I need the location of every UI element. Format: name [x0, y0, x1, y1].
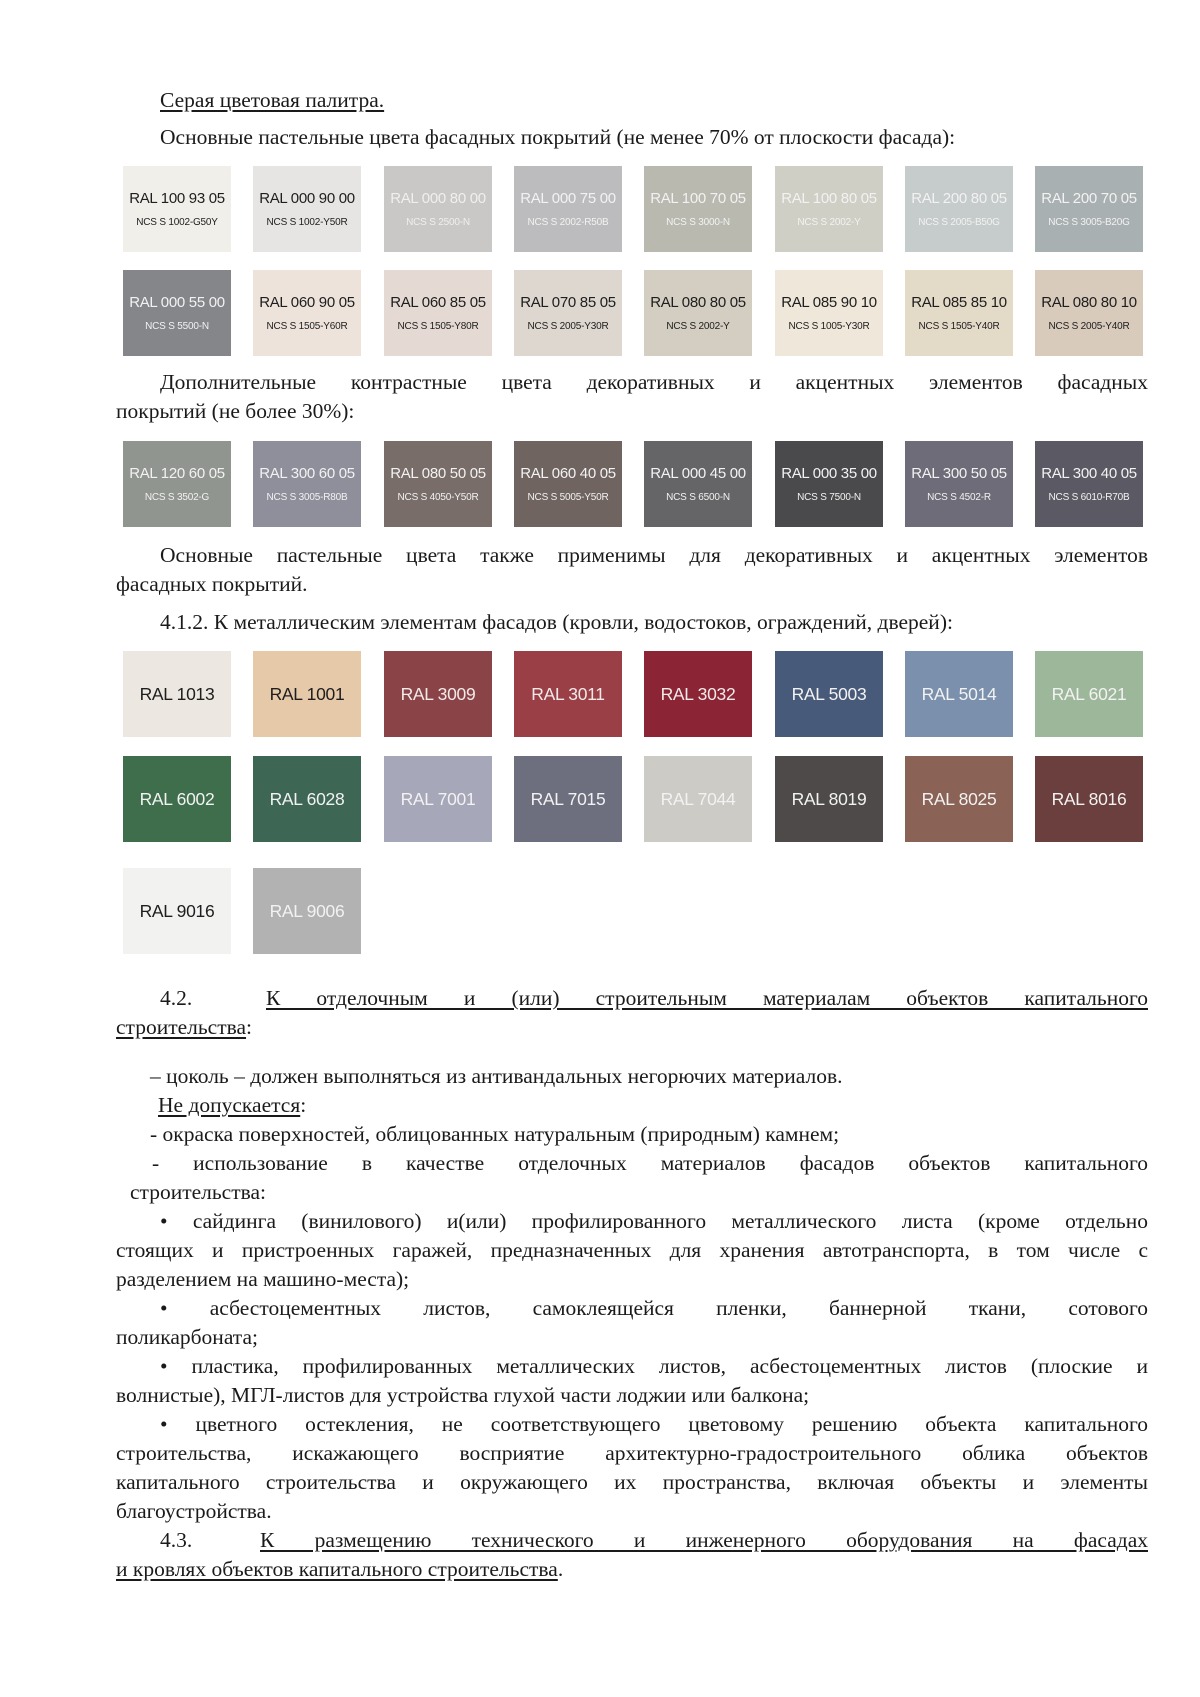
extra-colors-line-1: Дополнительные контрастные цвета декоративных и акцентных элементов фасадных	[160, 370, 1148, 394]
swatch-ral-code: RAL 3009	[400, 683, 476, 704]
swatch-ral-code: RAL 1001	[269, 683, 345, 704]
swatch-ral-code: RAL 085 90 10	[781, 293, 877, 311]
swatch-ral-code: RAL 300 60 05	[259, 464, 355, 482]
color-swatch	[1035, 270, 1143, 356]
metal-color-swatch	[123, 651, 231, 737]
metal-color-swatch	[514, 651, 622, 737]
swatch-ral-code: RAL 000 80 00	[390, 189, 486, 207]
swatch-ncs-code: NCS S 6010-R70B	[1048, 491, 1130, 503]
swatch-ncs-code: NCS S 4502-R	[927, 491, 991, 503]
section-4-3-period: .	[557, 1557, 564, 1581]
pastel-also-line-1: Основные пастельные цвета также применимы для декоративных и акцентных элементов	[160, 543, 1148, 567]
color-swatch	[253, 166, 361, 252]
swatch-ral-code: RAL 7015	[530, 788, 606, 809]
metal-color-swatch	[905, 756, 1013, 842]
extra-colors-line-2: покрытий (не более 30%):	[116, 399, 355, 423]
swatch-ral-code: RAL 060 40 05	[520, 464, 616, 482]
item-stone-painting: - окраска поверхностей, облицованных натуральным (природным) камнем;	[150, 1122, 840, 1146]
section-4-3-number: 4.3.	[160, 1528, 193, 1552]
bullet-siding-line-1: • сайдинга (винилового) и(или) профилированного металлического листа (кроме отдельно	[160, 1209, 1148, 1233]
swatch-ncs-code: NCS S 2005-Y40R	[1048, 320, 1130, 332]
swatch-ncs-code: NCS S 1002-Y50R	[266, 216, 348, 228]
color-swatch	[384, 441, 492, 527]
swatch-ncs-code: NCS S 4050-Y50R	[397, 491, 479, 503]
swatch-ral-code: RAL 8019	[791, 788, 867, 809]
swatch-ncs-code: NCS S 2005-Y30R	[527, 320, 609, 332]
bullet-glazing-line-4: благоустройства.	[116, 1499, 272, 1523]
swatch-ral-code: RAL 100 70 05	[650, 189, 746, 207]
metal-color-swatch	[1035, 756, 1143, 842]
swatch-ncs-code: NCS S 2005-B50G	[918, 216, 1000, 228]
section-4-2-heading-end: строительства	[116, 1015, 247, 1039]
metal-color-swatch	[775, 651, 883, 737]
metal-heading: 4.1.2. К металлическим элементам фасадов (кровли, водостоков, ограждений, дверей):	[160, 610, 953, 634]
swatch-ral-code: RAL 120 60 05	[129, 464, 225, 482]
metal-color-swatch	[905, 651, 1013, 737]
swatch-ral-code: RAL 7001	[400, 788, 476, 809]
bullet-siding-line-2: стоящих и пристроенных гаражей, предназначенных для хранения автотранспорта, в том числе с	[116, 1238, 1148, 1262]
not-allowed-label: Не допускается	[158, 1093, 301, 1117]
swatch-ral-code: RAL 6028	[269, 788, 345, 809]
swatch-ral-code: RAL 200 70 05	[1041, 189, 1137, 207]
metal-color-swatch	[384, 756, 492, 842]
swatch-ncs-code: NCS S 2002-R50B	[527, 216, 609, 228]
color-swatch	[384, 166, 492, 252]
color-swatch	[905, 270, 1013, 356]
swatch-ncs-code: NCS S 1005-Y30R	[788, 320, 870, 332]
swatch-ncs-code: NCS S 3502-G	[144, 491, 210, 503]
color-swatch	[644, 441, 752, 527]
swatch-ral-code: RAL 200 80 05	[911, 189, 1007, 207]
swatch-ral-code: RAL 100 80 05	[781, 189, 877, 207]
section-4-3-line-1	[160, 1526, 1148, 1555]
swatch-ral-code: RAL 080 80 05	[650, 293, 746, 311]
pastel-also-line-2: фасадных покрытий.	[116, 572, 308, 596]
color-swatch	[123, 441, 231, 527]
section-4-2-line-2	[116, 1013, 1148, 1042]
swatch-ncs-code: NCS S 1002-G50Y	[136, 216, 218, 228]
bullet-glazing-line-2: строительства, искажающего восприятие архитектурно-градостроительного облика объектов	[116, 1441, 1148, 1465]
swatch-ral-code: RAL 080 80 10	[1041, 293, 1137, 311]
swatch-ncs-code: NCS S 2002-Y	[666, 320, 730, 332]
swatch-ral-code: RAL 300 50 05	[911, 464, 1007, 482]
swatch-ral-code: RAL 060 90 05	[259, 293, 355, 311]
bullet-siding-line-3: разделением на машино-места);	[116, 1267, 410, 1291]
metal-color-swatch	[253, 651, 361, 737]
swatch-ncs-code: NCS S 1505-Y60R	[266, 320, 348, 332]
metal-color-swatch	[253, 756, 361, 842]
swatch-ral-code: RAL 300 40 05	[1041, 464, 1137, 482]
swatch-ral-code: RAL 5014	[921, 683, 997, 704]
swatch-ral-code: RAL 8025	[921, 788, 997, 809]
color-swatch	[775, 166, 883, 252]
color-swatch	[253, 441, 361, 527]
swatch-ral-code: RAL 9016	[139, 900, 215, 921]
color-swatch	[123, 166, 231, 252]
swatch-ncs-code: NCS S 7500-N	[797, 491, 861, 503]
section-4-2-number: 4.2.	[160, 986, 193, 1010]
swatch-ral-code: RAL 3032	[660, 683, 736, 704]
swatch-ral-code: RAL 6021	[1051, 683, 1127, 704]
color-swatch	[905, 441, 1013, 527]
swatch-ral-code: RAL 5003	[791, 683, 867, 704]
swatch-ncs-code: NCS S 2002-Y	[797, 216, 861, 228]
swatch-ral-code: RAL 070 85 05	[520, 293, 616, 311]
swatch-ral-code: RAL 060 85 05	[390, 293, 486, 311]
swatch-ral-code: RAL 100 93 05	[129, 189, 225, 207]
section-4-3-heading: К размещению технического и инженерного оборудования на фасадах	[260, 1528, 1148, 1552]
swatch-ncs-code: NCS S 6500-N	[666, 491, 730, 503]
swatch-ral-code: RAL 000 45 00	[650, 464, 746, 482]
swatch-ral-code: RAL 085 85 10	[911, 293, 1007, 311]
item-materials-line-2: строительства:	[130, 1180, 267, 1204]
color-swatch	[775, 441, 883, 527]
metal-color-swatch	[384, 651, 492, 737]
color-swatch	[253, 270, 361, 356]
swatch-ral-code: RAL 000 75 00	[520, 189, 616, 207]
color-swatch	[514, 270, 622, 356]
metal-color-swatch	[253, 868, 361, 954]
swatch-ral-code: RAL 000 35 00	[781, 464, 877, 482]
metal-color-swatch	[514, 756, 622, 842]
main-colors-intro: Основные пастельные цвета фасадных покрытий (не менее 70% от плоскости фасада):	[160, 125, 956, 149]
swatch-ncs-code: NCS S 5500-N	[145, 320, 209, 332]
swatch-ncs-code: NCS S 1505-Y40R	[918, 320, 1000, 332]
swatch-ral-code: RAL 000 55 00	[129, 293, 225, 311]
bullet-asbestos-line-1: • асбестоцементных листов, самоклеящейся пленки, баннерной ткани, сотового	[160, 1296, 1148, 1320]
swatch-ral-code: RAL 000 90 00	[259, 189, 355, 207]
bullet-asbestos-line-2: поликарбоната;	[116, 1325, 258, 1349]
swatch-ral-code: RAL 7044	[660, 788, 736, 809]
metal-color-swatch	[1035, 651, 1143, 737]
swatch-ral-code: RAL 6002	[139, 788, 215, 809]
swatch-ral-code: RAL 9006	[269, 900, 345, 921]
metal-color-swatch	[644, 756, 752, 842]
item-materials-line-1: - использование в качестве отделочных материалов фасадов объектов капитального	[152, 1151, 1148, 1175]
section-4-2-heading: К отделочным и (или) строительным материалам объектов капитального	[266, 986, 1148, 1010]
color-swatch	[644, 166, 752, 252]
swatch-ncs-code: NCS S 3000-N	[666, 216, 730, 228]
swatch-ral-code: RAL 080 50 05	[390, 464, 486, 482]
section-4-2-line-1	[160, 984, 1148, 1013]
bullet-glazing-line-3: капитального строительства и окружающего их пространства, включая объекты и элементы	[116, 1470, 1148, 1494]
swatch-ncs-code: NCS S 5005-Y50R	[527, 491, 609, 503]
swatch-ncs-code: NCS S 1505-Y80R	[397, 320, 479, 332]
section-4-3-heading-end: и кровлях объектов капитального строительства	[116, 1557, 558, 1581]
metal-color-swatch	[644, 651, 752, 737]
color-swatch	[514, 166, 622, 252]
swatch-ncs-code: NCS S 3005-R80B	[266, 491, 348, 503]
color-swatch	[123, 270, 231, 356]
bullet-plastic-line-1: • пластика, профилированных металлических листов, асбестоцементных листов (плоские и	[160, 1354, 1148, 1378]
metal-color-swatch	[775, 756, 883, 842]
color-swatch	[1035, 166, 1143, 252]
swatch-ral-code: RAL 1013	[139, 683, 215, 704]
bullet-glazing-line-1: • цветного остекления, не соответствующего цветовому решению объекта капитального	[160, 1412, 1148, 1436]
swatch-ncs-code: NCS S 3005-B20G	[1048, 216, 1130, 228]
metal-color-swatch	[123, 868, 231, 954]
plinth-item: – цоколь – должен выполняться из антивандальных негорючих материалов.	[150, 1064, 843, 1088]
color-swatch	[1035, 441, 1143, 527]
color-swatch	[384, 270, 492, 356]
palette-title: Серая цветовая палитра.	[160, 88, 385, 112]
not-allowed-colon: :	[300, 1093, 307, 1117]
swatch-ncs-code: NCS S 2500-N	[406, 216, 470, 228]
section-4-3-line-2	[116, 1555, 1148, 1584]
color-swatch	[775, 270, 883, 356]
bullet-plastic-line-2: волнистые), МГЛ-листов для устройства глухой части лоджии или балкона;	[116, 1383, 810, 1407]
color-swatch	[644, 270, 752, 356]
swatch-ral-code: RAL 3011	[531, 683, 605, 704]
swatch-ral-code: RAL 8016	[1051, 788, 1127, 809]
section-4-2-colon: :	[246, 1015, 253, 1039]
color-swatch	[514, 441, 622, 527]
metal-color-swatch	[123, 756, 231, 842]
not-allowed-heading	[158, 1091, 306, 1120]
color-swatch	[905, 166, 1013, 252]
